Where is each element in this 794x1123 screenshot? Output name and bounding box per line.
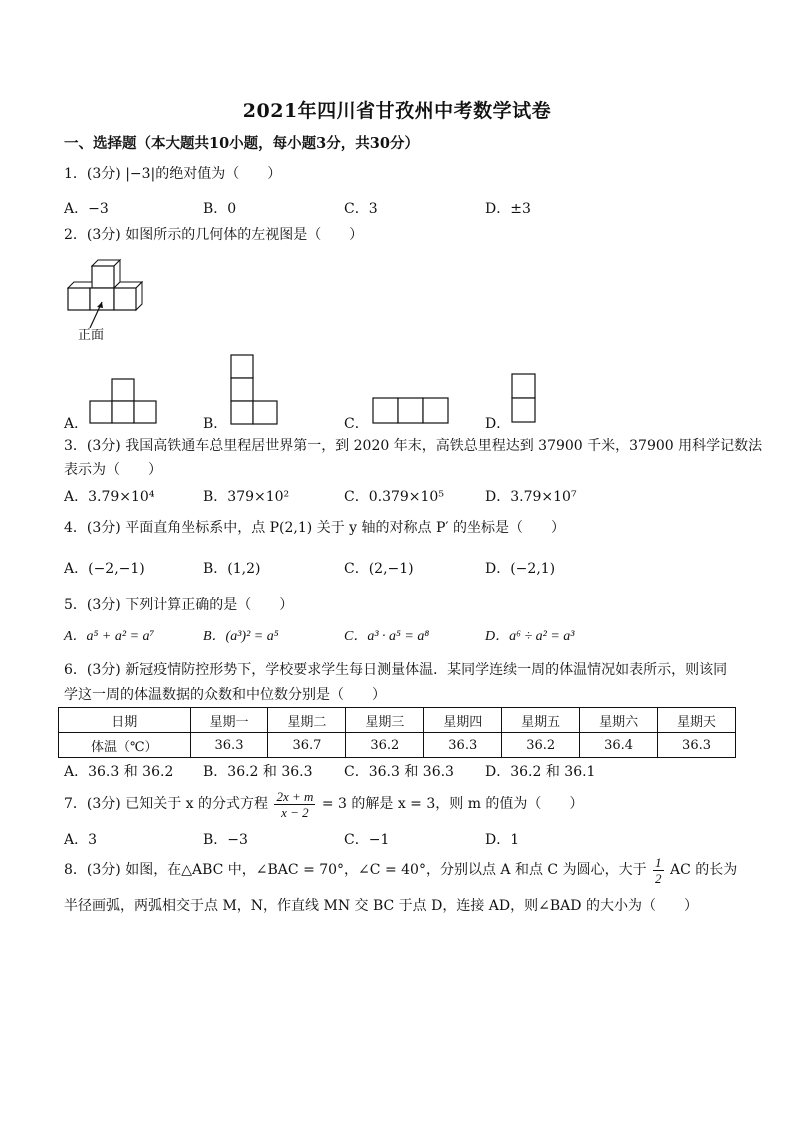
question-8-stem-start: 8．(3分) 如图，在△ABC 中，∠BAC = 70°，∠C = 40°，分别以点 A 和点 C 为圆心，大于 [64, 862, 647, 878]
fraction-numerator: 1 [655, 854, 662, 870]
table-cell: 36.4 [580, 733, 658, 758]
page-title: 2021年四川省甘孜州中考数学试卷 [242, 100, 552, 122]
question-3-stem-line2: 表示为（ ） [64, 462, 162, 478]
question-5-stem: 5．(3分) 下列计算正确的是（ ） [64, 597, 294, 613]
question-7-option-b: B．−3 [203, 832, 248, 848]
question-4-option-c: C．(2,−1) [344, 561, 414, 577]
option-c-figure [372, 397, 450, 425]
question-3-option-c: C．0.379×10⁵ [344, 489, 444, 505]
question-2-option-a: A． [64, 416, 89, 432]
table-cell: 星期五 [502, 708, 580, 733]
table-cell: 日期 [59, 708, 191, 733]
question-1-option-d: D．±3 [485, 201, 531, 217]
table-cell: 星期天 [658, 708, 736, 733]
question-7-option-a: A．3 [64, 832, 98, 848]
question-7-option-d: D．1 [485, 832, 520, 848]
question-7-option-c: C．−1 [344, 832, 390, 848]
question-7-stem-end: = 3 的解是 x = 3，则 m 的值为（ ） [321, 796, 584, 812]
question-6-option-d: D．36.2 和 36.1 [485, 764, 596, 780]
fraction-denominator: 2 [655, 870, 662, 886]
question-8-stem-line1 [64, 852, 737, 888]
question-1-option-a: A．−3 [64, 201, 109, 217]
question-2-stem: 2．(3分) 如图所示的几何体的左视图是（ ） [64, 227, 364, 243]
question-6-option-a: A．36.3 和 36.2 [64, 764, 174, 780]
table-row [59, 733, 736, 758]
question-3-option-b: B．379×10² [203, 489, 290, 505]
table-cell: 星期四 [424, 708, 502, 733]
table-cell: 体温（℃） [59, 733, 191, 758]
option-a-figure [90, 378, 160, 424]
table-cell: 星期三 [346, 708, 424, 733]
table-cell: 36.2 [502, 733, 580, 758]
question-6-stem-line2: 学这一周的体温数据的众数和中位数分别是（ ） [64, 687, 386, 703]
question-1-option-b: B．0 [203, 201, 237, 217]
question-2-option-c: C． [344, 416, 369, 432]
table-cell: 星期二 [268, 708, 346, 733]
question-1-stem: 1．(3分) |−3|的绝对值为（ ） [64, 166, 282, 182]
option-d-figure [511, 373, 537, 425]
question-5-option-a: A．a⁵ + a² = a⁷ [64, 629, 155, 644]
fraction [274, 789, 315, 820]
table-cell: 星期一 [190, 708, 268, 733]
solid-figure [66, 258, 156, 318]
question-4-option-a: A．(−2,−1) [64, 561, 145, 577]
question-2-option-b: B． [203, 416, 228, 432]
table-cell: 星期六 [580, 708, 658, 733]
table-cell: 36.2 [346, 733, 424, 758]
table-cell: 36.3 [424, 733, 502, 758]
question-4-option-d: D．(−2,1) [485, 561, 556, 577]
question-6-option-c: C．36.3 和 36.3 [344, 764, 454, 780]
question-4-stem: 4．(3分) 平面直角坐标系中，点 P(2,1) 关于 y 轴的对称点 P′ 的坐标是（ ） [64, 520, 566, 536]
question-8-stem-line2: 半径画弧，两弧相交于点 M，N，作直线 MN 交 BC 于点 D，连接 AD，则∠BAD 的大小为（ ） [64, 898, 698, 914]
question-7-stem [64, 786, 583, 822]
question-6-option-b: B．36.2 和 36.3 [203, 764, 313, 780]
question-3-option-d: D．3.79×10⁷ [485, 489, 577, 505]
section-heading: 一、选择题（本大题共10小题，每小题3分，共30分） [64, 135, 419, 152]
temperature-table [58, 707, 736, 758]
fraction-numerator: 2x + m [276, 788, 314, 804]
question-5-option-c: C．a³ · a⁵ = a⁸ [344, 629, 430, 644]
table-cell: 36.3 [190, 733, 268, 758]
question-2-option-d: D． [485, 416, 511, 432]
question-8-stem-end: AC 的长为 [669, 862, 738, 878]
table-cell: 36.3 [658, 733, 736, 758]
question-6-stem-line1: 6．(3分) 新冠疫情防控形势下，学校要求学生每日测量体温．某同学连续一周的体温情况如表所示，则该同 [64, 662, 728, 678]
question-3-stem-line1: 3．(3分) 我国高铁通车总里程居世界第一，到 2020 年末，高铁总里程达到 37900 千米，37900 用科学记数法 [64, 438, 763, 454]
fraction-denominator: x − 2 [281, 804, 309, 820]
option-b-figure [230, 354, 280, 426]
front-label: 正面 [78, 328, 105, 343]
question-5-option-b: B．(a³)² = a⁵ [203, 629, 279, 644]
question-3-option-a: A．3.79×10⁴ [64, 489, 155, 505]
question-7-stem-start: 7．(3分) 已知关于 x 的分式方程 [64, 796, 268, 812]
table-cell: 36.7 [268, 733, 346, 758]
question-1-option-c: C．3 [344, 201, 378, 217]
table-header-row [59, 708, 736, 733]
question-4-option-b: B．(1,2) [203, 561, 261, 577]
question-5-option-d: D．a⁶ ÷ a² = a³ [485, 629, 575, 644]
fraction [653, 855, 664, 886]
